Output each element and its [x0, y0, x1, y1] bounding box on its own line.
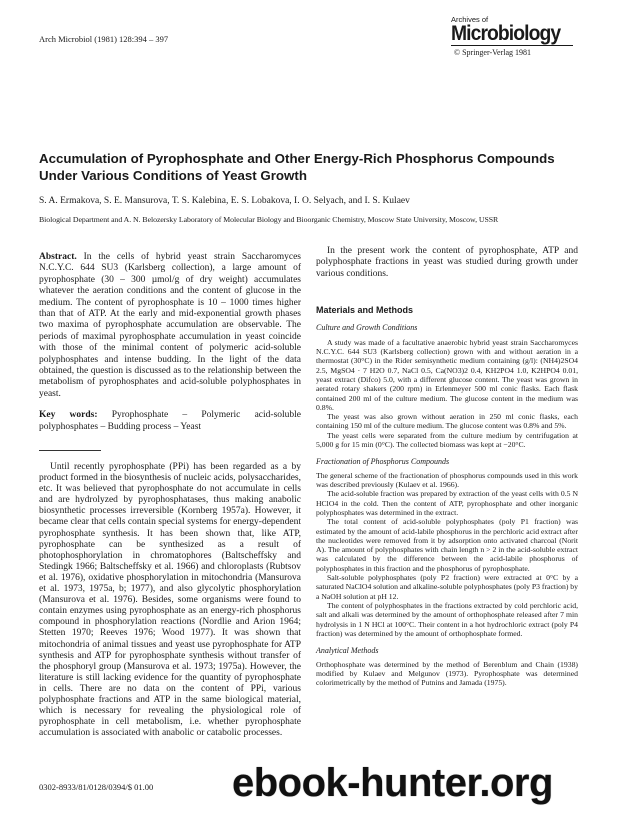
journal-masthead: [451, 16, 581, 57]
journal-logo: Microbiology: [451, 22, 561, 45]
journal-archives-label: Archives of: [451, 15, 489, 24]
fractionation-paragraph-5: The content of polyphosphates in the fractions extracted by cold perchloric acid, salt and alkali was determined by the amount of orthophosphate released after 7 min hydrolysis in 1 N HCl at 100°C. Their content in a hot hydrochloric extract (poly P4 fraction) was determined by the amount of orthophosphate formed.: [316, 600, 578, 638]
fractionation-paragraph-4: Salt-soluble polyphosphates (poly P2 fraction) were extracted at 0°C by a saturated NaClO4 solution and alkaline-soluble polyphosphates (poly P3 fraction) by a NaOH solution at pH 12.: [316, 573, 578, 601]
introduction-paragraph: Until recently pyrophosphate (PPi) has been regarded as a by product formed in the biosynthesis of nucleic acids, polysaccharides, etc. It was believed that pyrophosphate do not accumulate in cells and are hydrolyzed by pyrophosphatases, thus making anabolic biosynthetic processes irreversible (Kornberg 1957a). However, it became clear that cells contain special systems for energy-dependent pyrophosphate synthesis. It has been shown that, like ATP, pyrophosphate can be synthesized as a result of photophosphorylation in chromatophores (Baltscheffsky and Stedingk 1966; Baltscheffsky et al. 1966) and chloroplasts (Rubtsov et al. 1976), oxidative phosphorylation in mitochondria (Mansurova et al. 1973, 1975a, b; 1977), and also glycolytic phosphorylation (Mansurova et al. 1976). Besides, some organisms were found to contain enzymes using pyrophosphate as an energy-rich phosphorus compound in phosphorylation reactions (Nordlie and Arion 1964; Stetten 1970; Reeves 1976; Wood 1977). It was shown that mitochondria of animal tissues and yeast use pyrophosphate for ATP synthesis and ATP for pyrophosphate synthesis without transfer of the phosphoryl group (Mansurova et al. 1973; 1975a). However, the literature is still lacking evidence for the quantity of pyrophosphate in cells. There are no data on the content of PPi, various polyphosphate fractions and ATP in the same biological material, which is necessary for revealing the physiological role of pyrophosphate in cell metabolism, i.e. whether pyrophosphate accumulation is associated with anabolic or catabolic processes.: [39, 462, 301, 739]
analytical-paragraph: Orthophosphate was determined by the method of Berenblum and Chain (1938) modified by Kulaev and Melgunov (1973). Pyrophosphate was determined colorimetrically by the method of Putnins and Jamada (1975).: [316, 659, 578, 688]
materials-methods: [316, 305, 578, 687]
abstract-block: [39, 252, 301, 433]
fractionation-heading: Fractionation of Phosphorus Compounds: [316, 457, 450, 467]
culture-paragraph-1: A study was made of a facultative anaerobic hybrid yeast strain Saccharomyces N.C.Y.C. 644 SU3 (Karlsberg collection) grown with and without aeration in a thermostat (30°C) in the Rider semisynthetic medium containing (g/l): (NH4)2SO4 2.5, MgSO4 · 7 H2O 0.7, NaCl 0.5, Ca(NO3)2 0.4, KH2PO4 1.0, K2HPO4 0.01, yeast extract (Difco) 5.0, with a different glucose content. The yeast was grown in aerated rotary shakers (200 rpm) in Erlenmeyer 500 ml conic flasks. Each flask contained 200 ml of the culture medium. The glucose content in the medium was 0.8%.: [316, 337, 578, 412]
watermark-text: ebook-hunter.org: [232, 761, 553, 805]
copyright-notice: © Springer-Verlag 1981: [454, 48, 532, 57]
introduction-continuation: In the present work the content of pyrophosphate, ATP and polyphosphate fractions in yeast was studied during growth under various conditions.: [316, 246, 578, 279]
journal-citation: Arch Microbiol (1981) 128:394 – 397: [39, 34, 169, 44]
analytical-heading: Analytical Methods: [316, 646, 379, 656]
article-title: Accumulation of Pyrophosphate and Other Energy-Rich Phosphorus Compounds Under Various Conditions of Yeast Growth: [39, 151, 555, 183]
introduction-right: [316, 246, 578, 280]
article-authors: S. A. Ermakova, S. E. Mansurova, T. S. Kalebina, E. S. Lobakova, I. O. Selyach, and I. S. Kulaev: [39, 196, 410, 206]
keywords-label: Key words:: [39, 410, 98, 421]
culture-heading: Culture and Growth Conditions: [316, 323, 418, 333]
author-affiliation: Biological Department and A. N. Belozersky Laboratory of Molecular Biology and Bioorganic Chemistry, Moscow State University, Moscow, USSR: [39, 215, 499, 224]
culture-paragraph-3: The yeast cells were separated from the culture medium by centrifugation at 5,000 g for 15 min (0°C). The collected biomass was kept at −20°C.: [316, 430, 578, 450]
section-separator: [39, 450, 101, 451]
fractionation-paragraph-3: The total content of acid-soluble polyphosphates (poly P1 fraction) was estimated by the amount of acid-labile phosphorus in the perchloric acid extract after the nucleotides were removed from it by adsorption onto activated charcoal (Norit A). The amount of polyphosphates with chain length n > 2 in the acid-soluble extract was calculated by the difference between the acid-labile phosphorus of polyphosphates in this fraction and the phosphorus of pyrophosphate.: [316, 517, 578, 573]
fractionation-paragraph-2: The acid-soluble fraction was prepared by extraction of the yeast cells with 0.5 N HClO4 in the cold. Then the content of ATP, pyrophosphate and other inorganic polyphosphates was determined in the extract.: [316, 489, 578, 517]
masthead-rule: [451, 45, 573, 46]
materials-heading: Materials and Methods: [316, 305, 414, 315]
issn-line: 0302-8933/81/0128/0394/$ 01.00: [39, 782, 154, 792]
culture-paragraph-2: The yeast was also grown without aeration in 250 ml conic flasks, each containing 150 ml of the culture medium. The glucose content was 0.8% and 5%.: [316, 412, 578, 431]
abstract-text: In the cells of hybrid yeast strain Saccharomyces N.C.Y.C. 644 SU3 (Karlsberg collection), a large amount of pyrophosphate (30 – 300 µmol/g of dry weight) accumulates whatever the aeration conditions and the content of glucose in the medium. The content of pyrophosphate is 10 – 1000 times higher than that of ATP. At the early and mid-exponential growth phases two maxima of pyrophosphate accumulation are observable. The periods of maximal pyrophosphate accumulation in yeast coincide with those of the minimal content of polymeric acid-soluble polyphosphates and intense budding. In the light of the data obtained, the question is discussed as to the relationship between the metabolism of pyrophosphates and acid-soluble polyphosphates in yeast.: [39, 252, 302, 399]
introduction-left: [39, 462, 301, 739]
keywords-text: Pyrophosphate – Polymeric acid-soluble polyphosphates – Budding process – Yeast: [39, 410, 302, 432]
abstract-label: Abstract.: [39, 252, 77, 262]
fractionation-paragraph-1: The general scheme of the fractionation of phosphorus compounds used in this work was described previously (Kulaev et al. 1966).: [316, 470, 578, 490]
